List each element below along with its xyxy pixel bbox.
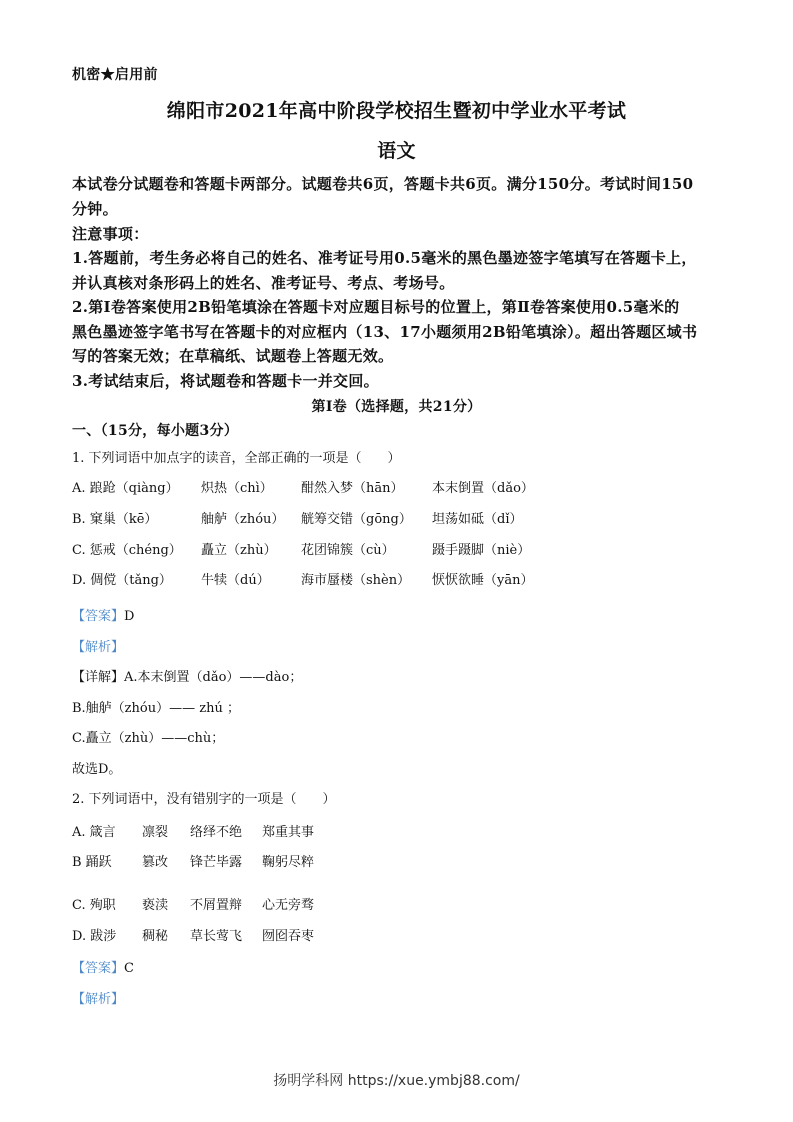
option-term: 锋芒毕露 [190,855,243,870]
note-line: 3.考试结束后，将试题卷和答题卡一并交回。 [72,372,379,390]
option-term: B. 窠巢（kē） [72,512,158,527]
option-term: 络绎不绝 [190,825,243,840]
q1-stem: 1. 下列词语中加点字的读音，全部正确的一项是（ ） [72,451,401,466]
answer-label: 【答案】 [72,609,125,624]
detail-line: C.矗立（zhù）——chù； [72,731,225,746]
option-term: 炽热（chì） [201,481,273,496]
option-term: 凛裂 [142,825,169,840]
option-term: 坦荡如砥（dǐ） [432,512,523,527]
note-line: 并认真核对条形码上的姓名、准考证号、考点、考场号。 [72,274,455,292]
intro-line: 本试卷分试题卷和答题卡两部分。试题卷共6页，答题卡共6页。满分150分。考试时间150 [72,175,694,193]
option-term: 郑重其事 [262,825,315,840]
q2-answer: C [124,961,134,976]
detail-line: 【详解】A.本末倒置（dǎo）——dào； [72,670,303,685]
option-term: C. 惩戒（chéng） [72,543,182,558]
option-term: 觥筹交错（gōng） [301,512,412,527]
part-title: 一、（15分，每小题3分） [72,423,239,439]
note-line: 写的答案无效；在草稿纸、试题卷上答题无效。 [72,347,394,365]
option-term: 舳舻（zhóu） [201,512,285,527]
intro-line: 分钟。 [72,200,118,218]
option-term: A. 踉跄（qiàng） [72,481,179,496]
option-term: 稠秘 [142,929,169,944]
footer-watermark: 扬明学科网 https://xue.ymbj88.com/ [273,1073,520,1089]
option-term: 亵渎 [142,898,169,913]
notes-title: 注意事项： [72,225,149,243]
q1-answer: D [124,609,135,624]
option-term: 本末倒置（dǎo） [432,481,534,496]
analysis-label: 【解析】 [72,640,125,655]
analysis-label: 【解析】 [72,992,125,1007]
option-term: 恹恹欲睡（yān） [432,573,534,588]
section-title: 第Ⅰ卷（选择题，共21分） [311,399,482,415]
option-term: 牛犊（dú） [201,573,270,588]
detail-line: B.舳舻（zhóu）—— zhú ； [72,701,240,716]
exam-title: 绵阳市2021年高中阶段学校招生暨初中学业水平考试 [166,100,627,122]
option-term: 海市蜃楼（shèn） [301,573,411,588]
note-line: 1.答题前，考生务必将自己的姓名、准考证号用0.5毫米的黑色墨迹签字笔填写在答题卡上， [72,249,697,267]
detail-line: 故选D。 [72,762,122,777]
option-term: C. 殉职 [72,898,116,913]
note-line: 2.第Ⅰ卷答案使用2B铅笔填涂在答题卡对应题目标号的位置上，第Ⅱ卷答案使用0.5毫米的 [72,298,680,316]
subject-title: 语文 [377,140,416,162]
option-term: 心无旁骛 [262,898,315,913]
option-term: D. 倜傥（tǎng） [72,573,172,588]
answer-label: 【答案】 [72,961,125,976]
option-term: 花团锦簇（cù） [301,543,395,558]
note-line: 黑色墨迹签字笔书写在答题卡的对应框内（13、17小题须用2B铅笔填涂）。超出答题区域书 [72,323,698,341]
option-term: 囫囵吞枣 [262,929,315,944]
q2-stem: 2. 下列词语中，没有错别字的一项是（ ） [72,792,336,807]
option-term: D. 跋涉 [72,929,117,944]
option-term: 矗立（zhù） [201,543,277,558]
option-term: B 踊跃 [72,855,112,870]
option-term: 篡改 [142,855,169,870]
option-term: 鞠躬尽粹 [262,855,315,870]
option-term: 不屑置辩 [190,898,243,913]
confidential-label: 机密★启用前 [72,67,158,83]
option-term: 蹑手蹑脚（niè） [432,543,531,558]
option-term: 草长莺飞 [190,929,243,944]
option-term: 酣然入梦（hān） [301,481,404,496]
option-term: A. 箴言 [72,825,116,840]
